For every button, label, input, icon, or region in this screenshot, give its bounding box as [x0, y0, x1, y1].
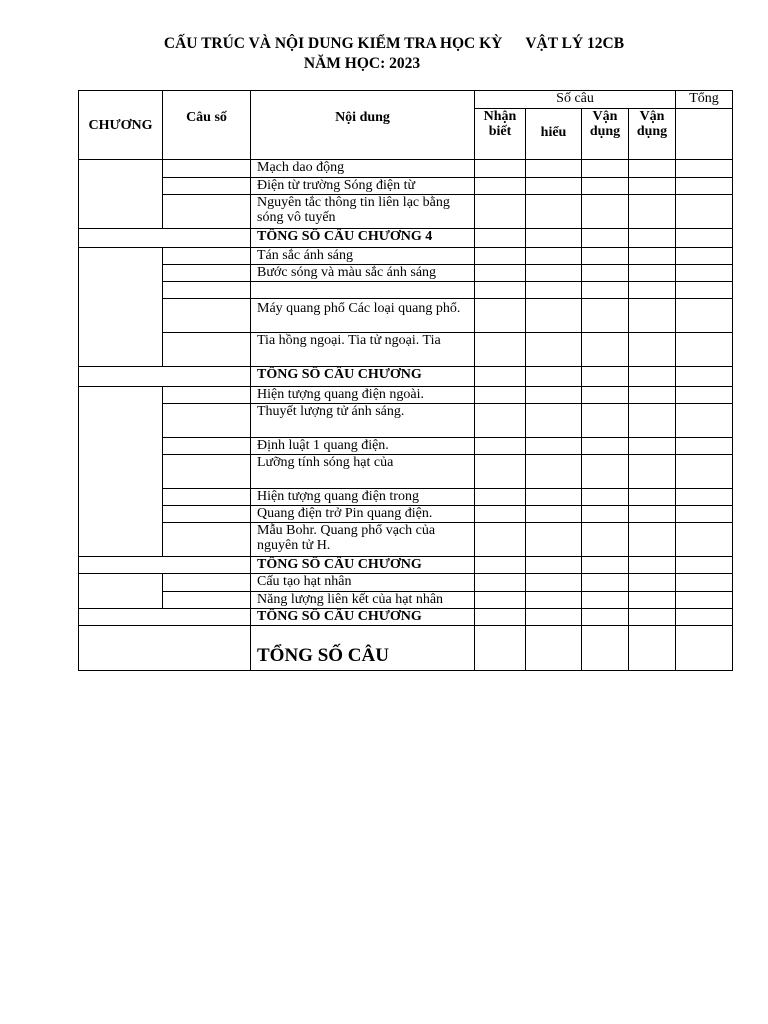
- table-row: [79, 248, 733, 265]
- chapter-cell: [79, 160, 163, 229]
- content-cell: Lưỡng tính sóng hạt của: [251, 455, 475, 489]
- content-cell: Quang điện trở Pin quang điện.: [251, 506, 475, 523]
- chapter-total-label: TỔNG SỐ CÂU CHƯƠNG: [251, 609, 475, 626]
- chapter-total-row: [79, 367, 733, 387]
- grand-total-label: TỔNG SỐ CÂU: [251, 626, 475, 671]
- content-cell: Năng lượng liên kết của hạt nhân: [251, 592, 475, 609]
- chapter-cell: [79, 387, 163, 557]
- table-row: [79, 178, 733, 195]
- document-title: CẤU TRÚC VÀ NỘI DUNG KIỂM TRA HỌC KỲ VẬT LÝ 12CB: [163, 35, 625, 52]
- table-row: [79, 333, 733, 367]
- header-so-cau: Số câu: [475, 91, 676, 109]
- header-hieu: hiểu: [526, 109, 582, 160]
- header-van-dung-2: Vận dụng: [629, 109, 676, 160]
- content-cell: Mạch dao động: [251, 160, 475, 178]
- chapter-total-row: [79, 557, 733, 574]
- header-chuong: CHƯƠNG: [79, 91, 163, 160]
- header-cau-so: Câu số: [163, 91, 251, 160]
- table-row: [79, 592, 733, 609]
- chapter-cell: [79, 574, 163, 609]
- content-cell: Tán sắc ánh sáng: [251, 248, 475, 265]
- content-cell: Điện từ trường Sóng điện từ: [251, 178, 475, 195]
- header-noi-dung: Nội dung: [251, 91, 475, 160]
- chapter-total-label: TỔNG SỐ CÂU CHƯƠNG: [251, 367, 475, 387]
- exam-structure-table: [78, 90, 733, 671]
- table-row: [79, 404, 733, 438]
- table-row: [79, 299, 733, 333]
- content-cell: [251, 282, 475, 299]
- table-row: [79, 282, 733, 299]
- table-row: [79, 506, 733, 523]
- header-van-dung-1: Vận dụng: [582, 109, 629, 160]
- content-cell: Cấu tạo hạt nhân: [251, 574, 475, 592]
- table-row: [79, 455, 733, 489]
- content-cell: Hiện tượng quang điện trong: [251, 489, 475, 506]
- content-cell: Tia hồng ngoại. Tia tử ngoại. Tia: [251, 333, 475, 367]
- table-row: [79, 438, 733, 455]
- table-row: [79, 160, 733, 178]
- table-row: [79, 489, 733, 506]
- content-cell: Thuyết lượng tử ánh sáng.: [251, 404, 475, 438]
- table-row: [79, 265, 733, 282]
- content-cell: Bước sóng và màu sắc ánh sáng: [251, 265, 475, 282]
- table-row: [79, 387, 733, 404]
- grand-total-row: [79, 626, 733, 671]
- chapter-cell: [79, 248, 163, 367]
- content-cell: Nguyên tắc thông tin liên lạc bằng sóng vô tuyến: [251, 195, 475, 229]
- table-row: [79, 523, 733, 557]
- content-cell: Định luật 1 quang điện.: [251, 438, 475, 455]
- chapter-total-row: [79, 609, 733, 626]
- header-tong: Tổng: [676, 91, 733, 109]
- header-nhan-biet: Nhận biết: [475, 109, 526, 160]
- chapter-total-label: TỔNG SỐ CÂU CHƯƠNG 4: [251, 229, 475, 248]
- content-cell: Mẫu Bohr. Quang phổ vạch của nguyên tử H.: [251, 523, 475, 557]
- table-row: [79, 574, 733, 592]
- school-year: NĂM HỌC: 2023: [303, 55, 421, 72]
- chapter-total-row: [79, 229, 733, 248]
- content-cell: Hiện tượng quang điện ngoài.: [251, 387, 475, 404]
- chapter-total-label: TỔNG SỐ CÂU CHƯƠNG: [251, 557, 475, 574]
- content-cell: Máy quang phổ Các loại quang phổ.: [251, 299, 475, 333]
- table-row: [79, 195, 733, 229]
